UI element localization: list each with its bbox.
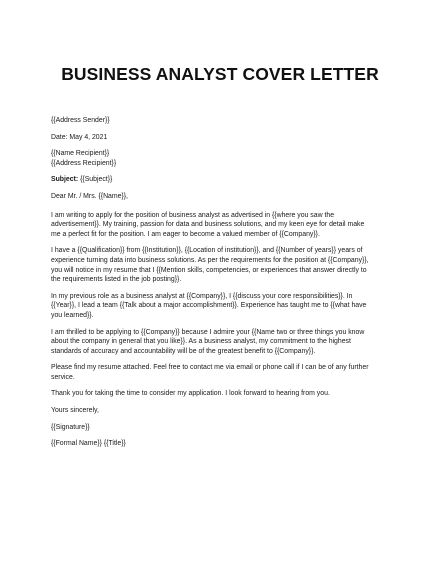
- paragraph-line: service.: [51, 373, 75, 381]
- paragraph: [51, 211, 391, 240]
- paragraph: [51, 363, 391, 382]
- closing: Yours sincerely,: [51, 407, 99, 415]
- address-recipient: {{Address Recipient}}: [51, 159, 117, 167]
- letter-body: [51, 116, 391, 449]
- paragraph-line: I have a {{Qualification}} from {{Institution}}, {{Location of institution}}, and {{Number of years}} years of: [51, 247, 363, 255]
- paragraph-line: the requirements listed in the job posting}}.: [51, 276, 182, 284]
- paragraph-line: Please find my resume attached. Feel free to contact me via email or phone call if I can be of any further: [51, 364, 369, 372]
- paragraph-line: I am writing to apply for the position of business analyst as advertised in {{where you saw the: [51, 211, 335, 219]
- paragraph-line: {{Year}}, I lead a team {{Talk about a major accomplishment}}. Experience has taught me to {{what have: [51, 302, 367, 310]
- subject-value: {{Subject}}: [78, 176, 113, 184]
- paragraph-line: me a perfect fit for the position. I am eager to become a valued member of {{Company}}.: [51, 230, 320, 238]
- paragraph-line: I am thrilled to be applying to {{Company}} because I admire your {{Name two or three things you know: [51, 328, 365, 336]
- subject-line: [51, 175, 391, 185]
- paragraph-line: In my previous role as a business analyst at {{Company}}, I {{discuss your core responsibilities}}. In: [51, 292, 353, 300]
- paragraph-line: standards of accuracy and accountability will be of the greatest benefit to {{Company}}.: [51, 347, 316, 355]
- salutation: Dear Mr. / Mrs. {{Name}},: [51, 192, 128, 200]
- paragraph-line: advertisement}}. My training, passion for data and business solutions, and my keen eye for detail make: [51, 221, 365, 229]
- subject-label: Subject:: [51, 176, 79, 184]
- paragraph-line: Thank you for taking the time to consider my application. I look forward to hearing from you.: [51, 390, 330, 398]
- signature: {{Signature}}: [51, 423, 90, 431]
- paragraph-line: about the company in general that you like}}. As a business analyst, my commitment to the highest: [51, 338, 351, 346]
- paragraph: [51, 328, 391, 357]
- paragraph-line: experience turning data into business solutions. As per the requirements for the position at {{Company}},: [51, 256, 369, 264]
- paragraph-line: you will notice in my resume that I {{Mention skills, competencies, or experiences that answer directly to: [51, 266, 367, 274]
- name-recipient: {{Name Recipient}}: [51, 150, 110, 158]
- paragraph: [51, 292, 391, 321]
- paragraph-line: you learned}}.: [51, 311, 94, 319]
- paragraph: [51, 246, 391, 284]
- page-title: BUSINESS ANALYST COVER LETTER: [61, 64, 379, 84]
- formal-name: {{Formal Name}} {{Title}}: [51, 440, 126, 448]
- letter-date: Date: May 4, 2021: [51, 133, 108, 141]
- paragraph: [51, 389, 391, 399]
- address-sender: {{Address Sender}}: [51, 117, 110, 124]
